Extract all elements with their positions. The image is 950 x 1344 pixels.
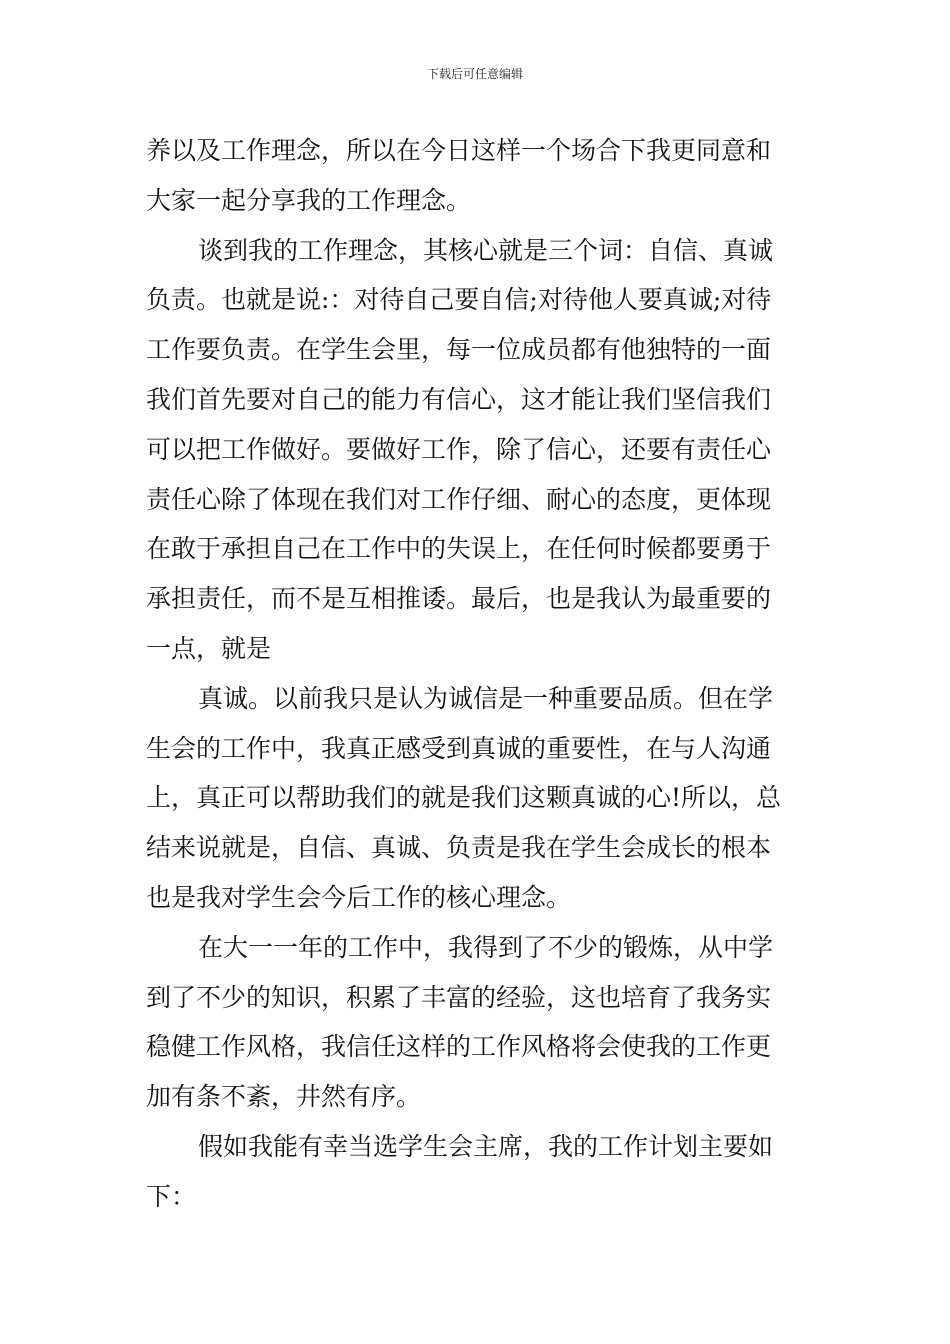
text-line: 在敢于承担自己在工作中的失误上，在任何时候都要勇于 bbox=[146, 534, 772, 564]
text-line: 承担责任，而不是互相推诿。最后，也是我认为最重要的 bbox=[146, 584, 772, 614]
text-line: 责任心除了体现在我们对工作仔细、耐心的态度，更体现 bbox=[146, 484, 772, 514]
text-line: 也是我对学生会今后工作的核心理念。 bbox=[146, 882, 572, 912]
text-line: 负责。也就是说:：对待自己要自信;对待他人要真诚;对待 bbox=[146, 285, 772, 315]
document-body bbox=[146, 126, 806, 1222]
text-line: 养以及工作理念，所以在今日这样一个场合下我更同意和 bbox=[146, 136, 772, 165]
text-line: 工作要负责。在学生会里，每一位成员都有他独特的一面 bbox=[146, 335, 772, 365]
text-line: 稳健工作风格，我信任这样的工作风格将会使我的工作更 bbox=[146, 1032, 772, 1062]
text-line: 大家一起分享我的工作理念。 bbox=[146, 185, 472, 215]
text-line: 真诚。以前我只是认为诚信是一种重要品质。但在学 bbox=[198, 683, 774, 713]
text-line: 在大一一年的工作中，我得到了不少的锻炼，从中学 bbox=[198, 932, 774, 962]
text-line: 一点，就是 bbox=[146, 633, 272, 663]
text-line: 结来说就是，自信、真诚、负责是我在学生会成长的根本 bbox=[146, 833, 772, 863]
text-line: 上，真正可以帮助我们的就是我们这颗真诚的心!所以，总 bbox=[146, 783, 782, 813]
page-header: 下载后可任意编辑 bbox=[426, 67, 523, 81]
text-line: 下： bbox=[146, 1181, 197, 1211]
text-line: 假如我能有幸当选学生会主席，我的工作计划主要如 bbox=[198, 1131, 774, 1161]
text-line: 可以把工作做好。要做好工作，除了信心，还要有责任心 bbox=[146, 434, 772, 464]
text-line: 加有条不紊，井然有序。 bbox=[146, 1082, 422, 1112]
text-line: 到了不少的知识，积累了丰富的经验，这也培育了我务实 bbox=[146, 982, 772, 1012]
text-line: 生会的工作中，我真正感受到真诚的重要性，在与人沟通 bbox=[146, 733, 772, 763]
text-line: 我们首先要对自己的能力有信心，这才能让我们坚信我们 bbox=[146, 384, 772, 414]
text-line: 谈到我的工作理念，其核心就是三个词：自信、真诚 bbox=[198, 235, 774, 265]
